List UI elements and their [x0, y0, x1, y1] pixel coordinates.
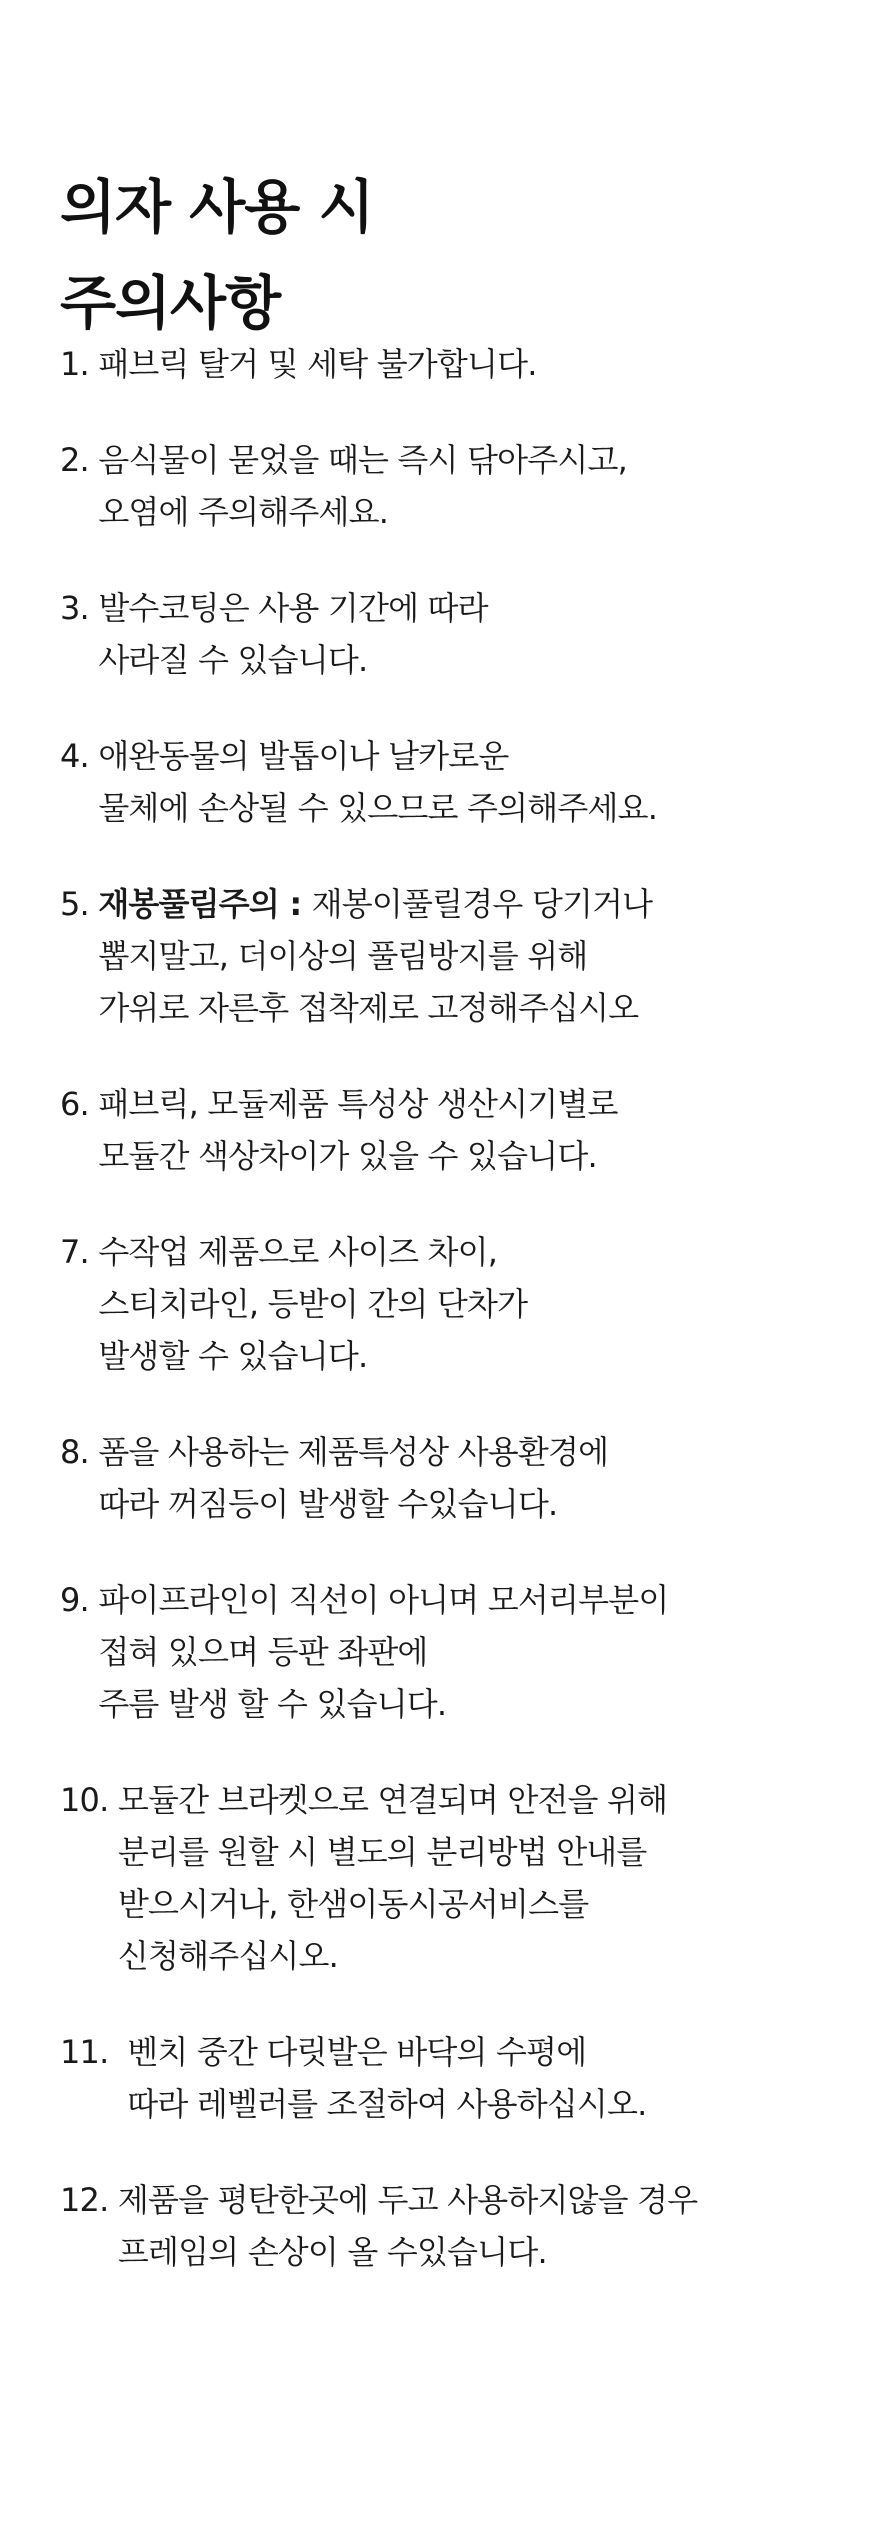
caution-item-text [127, 2026, 646, 2130]
caution-item-9 [60, 1574, 850, 1730]
caution-item-number: 5. [60, 885, 99, 923]
caution-item-4 [60, 730, 850, 834]
caution-item-text [98, 1078, 617, 1182]
caution-item-10 [60, 1774, 850, 1982]
caution-line: 받으시거나, 한샘이동시공서비스를 [117, 1885, 589, 1923]
caution-item-number: 8. [60, 1433, 99, 1471]
caution-item-text [98, 434, 627, 538]
caution-item-number: 2. [60, 441, 99, 479]
caution-item-number: 1. [60, 345, 99, 383]
caution-item-6 [60, 1078, 850, 1182]
caution-line: 물체에 손상될 수 있으므로 주의해주세요. [98, 789, 658, 827]
caution-line: 음식물이 묻었을 때는 즉시 닦아주시고, [98, 441, 627, 479]
caution-line: 모듈간 브라켓으로 연결되며 안전을 위해 [117, 1781, 668, 1819]
caution-line: 파이프라인이 직선이 아니며 모서리부분이 [98, 1581, 669, 1619]
page-title-line-2: 주의사항 [60, 268, 281, 337]
caution-item-5 [60, 878, 850, 1034]
caution-line: 제품을 평탄한곳에 두고 사용하지않을 경우 [117, 2181, 698, 2219]
caution-line: 따라 레벨러를 조절하여 사용하십시오. [127, 2085, 647, 2123]
caution-line: 패브릭 탈거 및 세탁 불가합니다. [98, 345, 537, 383]
caution-item-text [98, 1574, 668, 1730]
caution-item-text [98, 1226, 527, 1382]
caution-line: 패브릭, 모듈제품 특성상 생산시기별로 [98, 1085, 618, 1123]
caution-line: 뽑지말고, 더이상의 풀림방지를 위해 [98, 937, 588, 975]
caution-item-number: 11. [60, 2033, 128, 2071]
caution-item-text [98, 878, 652, 1034]
caution-item-11 [60, 2026, 850, 2130]
caution-line-text: 재봉이풀릴경우 당기거나 [311, 885, 653, 923]
caution-line: 사라질 수 있습니다. [98, 641, 368, 679]
caution-item-2 [60, 434, 850, 538]
caution-item-text [98, 730, 657, 834]
caution-emphasis: 재봉풀림주의 : [98, 885, 312, 923]
caution-item-number: 12. [60, 2181, 118, 2219]
caution-item-number: 9. [60, 1581, 99, 1619]
caution-line: 벤치 중간 다릿발은 바닥의 수평에 [127, 2033, 587, 2071]
caution-item-number: 6. [60, 1085, 99, 1123]
caution-item-8 [60, 1426, 850, 1530]
caution-line: 모듈간 색상차이가 있을 수 있습니다. [98, 1137, 597, 1175]
caution-item-number: 10. [60, 1781, 118, 1819]
caution-line: 오염에 주의해주세요. [98, 493, 389, 531]
caution-item-1 [60, 338, 850, 390]
caution-line: 분리를 원할 시 별도의 분리방법 안내를 [117, 1833, 647, 1871]
caution-line [98, 878, 652, 930]
caution-item-text [118, 2174, 698, 2278]
caution-line: 애완동물의 발톱이나 날카로운 [98, 737, 509, 775]
caution-item-3 [60, 582, 850, 686]
page-title-line-1: 의자 사용 시 [60, 172, 374, 241]
caution-line: 가위로 자른후 접착제로 고정해주십시오 [98, 989, 639, 1027]
caution-item-text [98, 1426, 608, 1530]
caution-item-text [98, 338, 536, 390]
caution-list [60, 338, 850, 2322]
caution-line: 수작업 제품으로 사이즈 차이, [98, 1233, 498, 1271]
caution-item-7 [60, 1226, 850, 1382]
caution-item-number: 7. [60, 1233, 99, 1271]
caution-line: 접혀 있으며 등판 좌판에 [98, 1633, 428, 1671]
caution-line: 따라 꺼짐등이 발생할 수있습니다. [98, 1485, 558, 1523]
page-title [60, 159, 820, 351]
caution-item-text [118, 1774, 667, 1982]
caution-line: 프레임의 손상이 올 수있습니다. [117, 2233, 547, 2271]
caution-line: 발수코팅은 사용 기간에 따라 [98, 589, 488, 627]
caution-item-number: 3. [60, 589, 99, 627]
caution-item-12 [60, 2174, 850, 2278]
caution-item-text [98, 582, 487, 686]
caution-line: 주름 발생 할 수 있습니다. [98, 1685, 447, 1723]
caution-line: 폼을 사용하는 제품특성상 사용환경에 [98, 1433, 609, 1471]
caution-line: 신청해주십시오. [117, 1937, 339, 1975]
caution-line: 스티치라인, 등받이 간의 단차가 [98, 1285, 528, 1323]
caution-item-number: 4. [60, 737, 99, 775]
caution-line: 발생할 수 있습니다. [98, 1337, 368, 1375]
